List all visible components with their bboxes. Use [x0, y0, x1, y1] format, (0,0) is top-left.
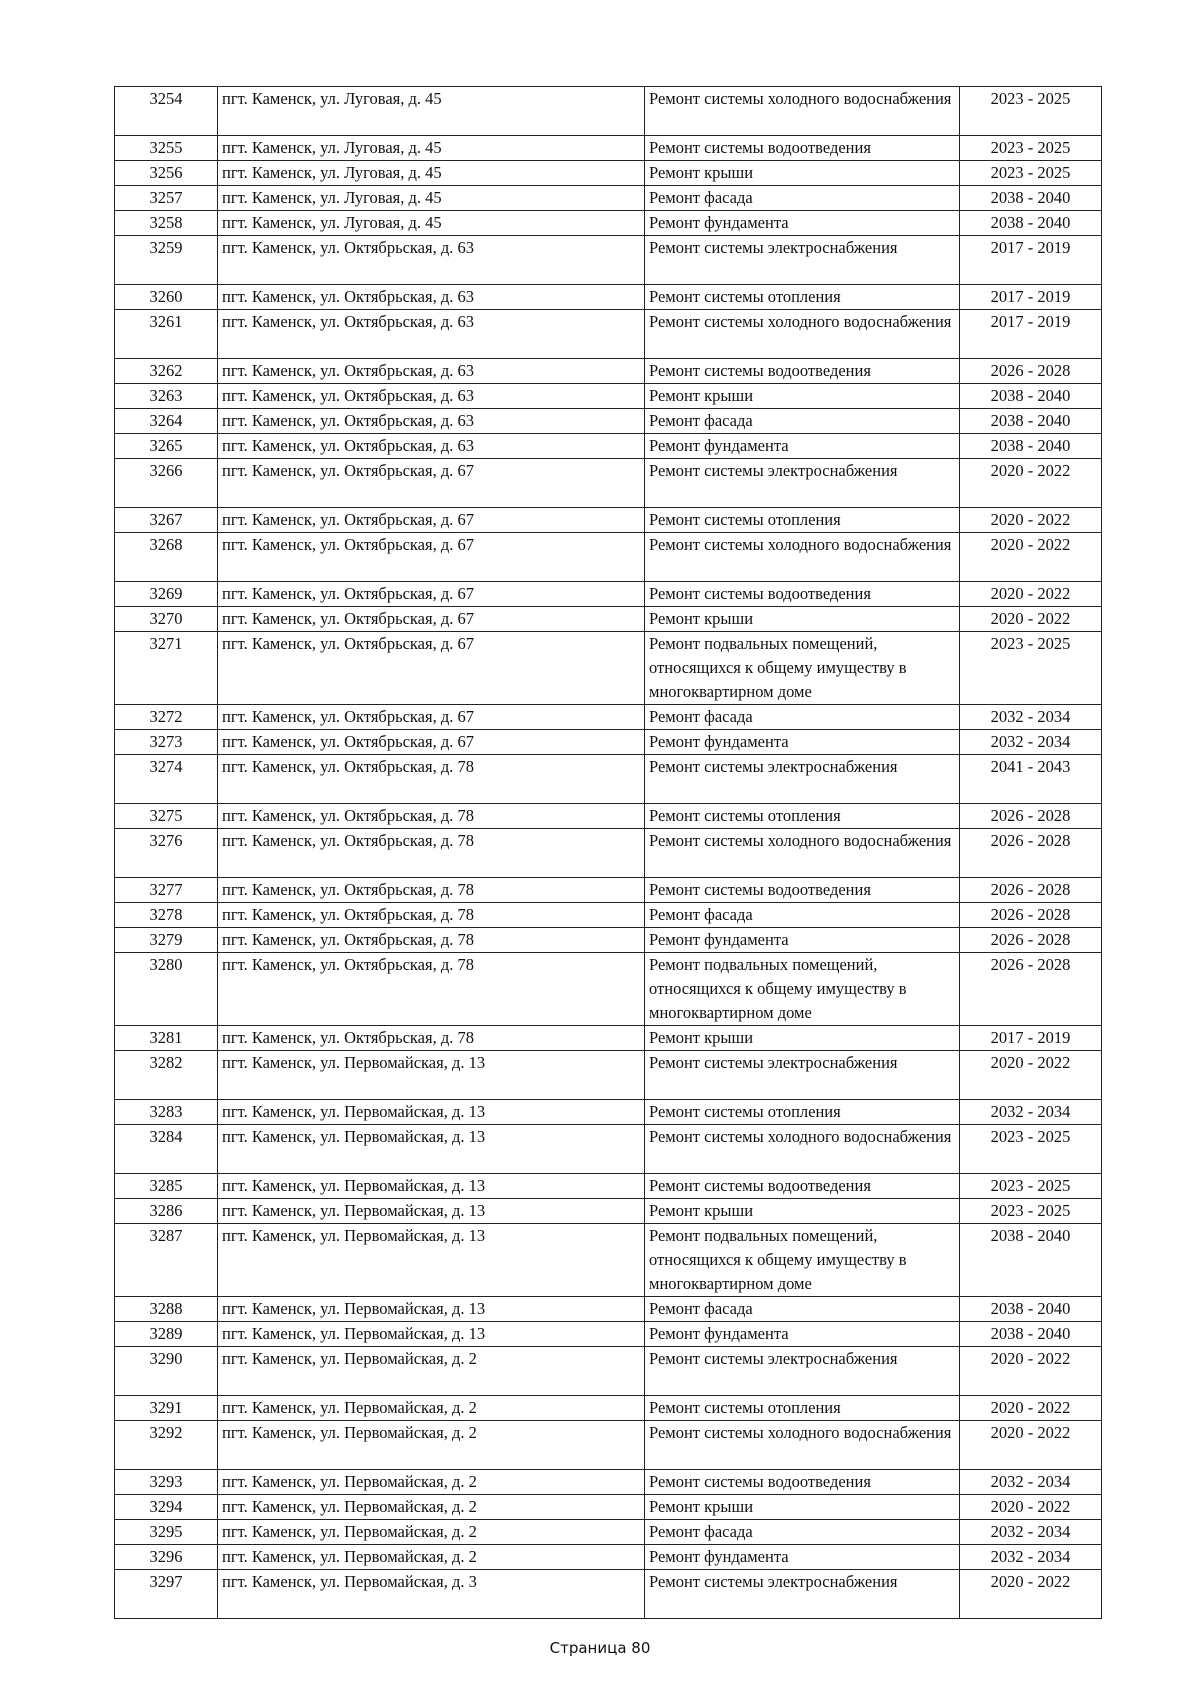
row-work-type: Ремонт системы водоотведения: [645, 582, 960, 607]
row-work-type: Ремонт системы холодного водоснабжения: [645, 1421, 960, 1470]
row-period: 2026 - 2028: [960, 878, 1102, 903]
table-row: [115, 1199, 1102, 1224]
row-address: пгт. Каменск, ул. Первомайская, д. 2: [218, 1520, 645, 1545]
table-row: [115, 1421, 1102, 1470]
row-period: 2038 - 2040: [960, 211, 1102, 236]
row-number: 3279: [115, 928, 218, 953]
row-work-type: Ремонт системы холодного водоснабжения: [645, 310, 960, 359]
row-work-type: Ремонт фундамента: [645, 1545, 960, 1570]
row-number: 3271: [115, 632, 218, 705]
row-number: 3283: [115, 1100, 218, 1125]
table-row: [115, 359, 1102, 384]
row-work-type: Ремонт крыши: [645, 384, 960, 409]
row-number: 3290: [115, 1347, 218, 1396]
row-number: 3277: [115, 878, 218, 903]
row-number: 3274: [115, 755, 218, 804]
row-period: 2020 - 2022: [960, 1396, 1102, 1421]
row-number: 3258: [115, 211, 218, 236]
row-address: пгт. Каменск, ул. Октябрьская, д. 67: [218, 632, 645, 705]
row-number: 3263: [115, 384, 218, 409]
table-row: [115, 1322, 1102, 1347]
row-period: 2038 - 2040: [960, 1322, 1102, 1347]
row-period: 2038 - 2040: [960, 434, 1102, 459]
row-address: пгт. Каменск, ул. Октябрьская, д. 78: [218, 928, 645, 953]
row-work-type: Ремонт системы холодного водоснабжения: [645, 533, 960, 582]
row-period: 2041 - 2043: [960, 755, 1102, 804]
row-address: пгт. Каменск, ул. Октябрьская, д. 67: [218, 533, 645, 582]
table-row: [115, 582, 1102, 607]
table-body: [115, 87, 1102, 1619]
row-address: пгт. Каменск, ул. Октябрьская, д. 63: [218, 384, 645, 409]
table-row: [115, 730, 1102, 755]
row-number: 3289: [115, 1322, 218, 1347]
row-period: 2020 - 2022: [960, 508, 1102, 533]
row-work-type: Ремонт фасада: [645, 1297, 960, 1322]
row-number: 3276: [115, 829, 218, 878]
row-number: 3297: [115, 1570, 218, 1619]
row-period: 2023 - 2025: [960, 1199, 1102, 1224]
row-work-type: Ремонт системы водоотведения: [645, 1174, 960, 1199]
row-address: пгт. Каменск, ул. Октябрьская, д. 67: [218, 508, 645, 533]
row-period: 2017 - 2019: [960, 285, 1102, 310]
row-work-type: Ремонт фасада: [645, 705, 960, 730]
row-address: пгт. Каменск, ул. Октябрьская, д. 78: [218, 829, 645, 878]
row-work-type: Ремонт фундамента: [645, 434, 960, 459]
table-row: [115, 1051, 1102, 1100]
row-period: 2020 - 2022: [960, 1421, 1102, 1470]
row-number: 3291: [115, 1396, 218, 1421]
row-address: пгт. Каменск, ул. Октябрьская, д. 78: [218, 755, 645, 804]
table-row: [115, 136, 1102, 161]
row-address: пгт. Каменск, ул. Октябрьская, д. 78: [218, 1026, 645, 1051]
row-address: пгт. Каменск, ул. Первомайская, д. 2: [218, 1347, 645, 1396]
row-address: пгт. Каменск, ул. Октябрьская, д. 78: [218, 878, 645, 903]
table-row: [115, 903, 1102, 928]
row-address: пгт. Каменск, ул. Октябрьская, д. 67: [218, 582, 645, 607]
table-row: [115, 310, 1102, 359]
table-row: [115, 236, 1102, 285]
row-work-type: Ремонт фундамента: [645, 211, 960, 236]
table-row: [115, 705, 1102, 730]
row-number: 3266: [115, 459, 218, 508]
table-row: [115, 508, 1102, 533]
row-period: 2023 - 2025: [960, 1174, 1102, 1199]
row-work-type: Ремонт системы электроснабжения: [645, 236, 960, 285]
row-work-type: Ремонт подвальных помещений, относящихся к общему имуществу в многоквартирном доме: [645, 632, 960, 705]
table-row: [115, 607, 1102, 632]
table-row: [115, 1174, 1102, 1199]
row-period: 2026 - 2028: [960, 928, 1102, 953]
row-number: 3288: [115, 1297, 218, 1322]
row-work-type: Ремонт системы электроснабжения: [645, 1051, 960, 1100]
row-work-type: Ремонт фасада: [645, 903, 960, 928]
row-period: 2020 - 2022: [960, 459, 1102, 508]
row-period: 2038 - 2040: [960, 409, 1102, 434]
row-address: пгт. Каменск, ул. Первомайская, д. 13: [218, 1174, 645, 1199]
row-number: 3280: [115, 953, 218, 1026]
row-address: пгт. Каменск, ул. Луговая, д. 45: [218, 211, 645, 236]
row-number: 3272: [115, 705, 218, 730]
row-number: 3286: [115, 1199, 218, 1224]
row-work-type: Ремонт фасада: [645, 409, 960, 434]
row-period: 2038 - 2040: [960, 384, 1102, 409]
row-work-type: Ремонт системы электроснабжения: [645, 1570, 960, 1619]
row-address: пгт. Каменск, ул. Первомайская, д. 13: [218, 1322, 645, 1347]
row-work-type: Ремонт системы водоотведения: [645, 359, 960, 384]
row-work-type: Ремонт системы отопления: [645, 285, 960, 310]
row-address: пгт. Каменск, ул. Первомайская, д. 13: [218, 1199, 645, 1224]
row-period: 2038 - 2040: [960, 186, 1102, 211]
row-period: 2026 - 2028: [960, 903, 1102, 928]
row-number: 3262: [115, 359, 218, 384]
table-row: [115, 1125, 1102, 1174]
row-number: 3261: [115, 310, 218, 359]
row-address: пгт. Каменск, ул. Октябрьская, д. 67: [218, 730, 645, 755]
table-row: [115, 409, 1102, 434]
row-work-type: Ремонт крыши: [645, 1026, 960, 1051]
row-work-type: Ремонт системы водоотведения: [645, 136, 960, 161]
row-period: 2032 - 2034: [960, 1470, 1102, 1495]
row-number: 3265: [115, 434, 218, 459]
table-row: [115, 953, 1102, 1026]
table-row: [115, 632, 1102, 705]
row-number: 3269: [115, 582, 218, 607]
row-work-type: Ремонт крыши: [645, 1199, 960, 1224]
row-work-type: Ремонт крыши: [645, 1495, 960, 1520]
table-row: [115, 804, 1102, 829]
row-number: 3255: [115, 136, 218, 161]
row-work-type: Ремонт фасада: [645, 1520, 960, 1545]
table-row: [115, 87, 1102, 136]
row-address: пгт. Каменск, ул. Октябрьская, д. 63: [218, 285, 645, 310]
row-address: пгт. Каменск, ул. Октябрьская, д. 63: [218, 359, 645, 384]
table-row: [115, 533, 1102, 582]
row-period: 2026 - 2028: [960, 829, 1102, 878]
row-period: 2023 - 2025: [960, 87, 1102, 136]
row-number: 3287: [115, 1224, 218, 1297]
row-period: 2020 - 2022: [960, 533, 1102, 582]
row-address: пгт. Каменск, ул. Луговая, д. 45: [218, 161, 645, 186]
row-address: пгт. Каменск, ул. Первомайская, д. 13: [218, 1100, 645, 1125]
row-number: 3284: [115, 1125, 218, 1174]
page-number: Страница 80: [549, 1639, 651, 1657]
table-row: [115, 434, 1102, 459]
row-work-type: Ремонт крыши: [645, 607, 960, 632]
row-work-type: Ремонт системы отопления: [645, 804, 960, 829]
row-work-type: Ремонт фундамента: [645, 1322, 960, 1347]
row-period: 2026 - 2028: [960, 359, 1102, 384]
row-number: 3254: [115, 87, 218, 136]
row-work-type: Ремонт фундамента: [645, 730, 960, 755]
row-work-type: Ремонт системы водоотведения: [645, 878, 960, 903]
table-row: [115, 878, 1102, 903]
row-period: 2020 - 2022: [960, 582, 1102, 607]
row-period: 2020 - 2022: [960, 1347, 1102, 1396]
table-row: [115, 285, 1102, 310]
table-row: [115, 384, 1102, 409]
row-period: 2017 - 2019: [960, 1026, 1102, 1051]
row-address: пгт. Каменск, ул. Октябрьская, д. 78: [218, 953, 645, 1026]
row-period: 2023 - 2025: [960, 1125, 1102, 1174]
row-work-type: Ремонт системы отопления: [645, 1396, 960, 1421]
row-address: пгт. Каменск, ул. Луговая, д. 45: [218, 136, 645, 161]
row-number: 3257: [115, 186, 218, 211]
row-work-type: Ремонт системы электроснабжения: [645, 459, 960, 508]
row-number: 3294: [115, 1495, 218, 1520]
row-number: 3281: [115, 1026, 218, 1051]
row-address: пгт. Каменск, ул. Первомайская, д. 2: [218, 1545, 645, 1570]
row-work-type: Ремонт системы холодного водоснабжения: [645, 829, 960, 878]
table-row: [115, 1545, 1102, 1570]
row-address: пгт. Каменск, ул. Луговая, д. 45: [218, 87, 645, 136]
row-work-type: Ремонт системы холодного водоснабжения: [645, 87, 960, 136]
row-address: пгт. Каменск, ул. Первомайская, д. 3: [218, 1570, 645, 1619]
row-number: 3256: [115, 161, 218, 186]
row-address: пгт. Каменск, ул. Октябрьская, д. 63: [218, 310, 645, 359]
row-work-type: Ремонт фундамента: [645, 928, 960, 953]
row-period: 2026 - 2028: [960, 804, 1102, 829]
row-address: пгт. Каменск, ул. Октябрьская, д. 78: [218, 903, 645, 928]
row-address: пгт. Каменск, ул. Луговая, д. 45: [218, 186, 645, 211]
table-row: [115, 1495, 1102, 1520]
row-period: 2026 - 2028: [960, 953, 1102, 1026]
row-work-type: Ремонт системы отопления: [645, 1100, 960, 1125]
row-address: пгт. Каменск, ул. Первомайская, д. 13: [218, 1051, 645, 1100]
row-address: пгт. Каменск, ул. Первомайская, д. 13: [218, 1125, 645, 1174]
row-address: пгт. Каменск, ул. Октябрьская, д. 63: [218, 409, 645, 434]
row-period: 2020 - 2022: [960, 1051, 1102, 1100]
row-work-type: Ремонт крыши: [645, 161, 960, 186]
row-number: 3293: [115, 1470, 218, 1495]
table-row: [115, 829, 1102, 878]
table-row: [115, 1026, 1102, 1051]
row-number: 3264: [115, 409, 218, 434]
row-number: 3278: [115, 903, 218, 928]
table-row: [115, 161, 1102, 186]
table-row: [115, 211, 1102, 236]
table-row: [115, 1396, 1102, 1421]
table-row: [115, 1520, 1102, 1545]
row-work-type: Ремонт подвальных помещений, относящихся к общему имуществу в многоквартирном доме: [645, 953, 960, 1026]
row-address: пгт. Каменск, ул. Октябрьская, д. 63: [218, 434, 645, 459]
table-row: [115, 1570, 1102, 1619]
row-period: 2023 - 2025: [960, 161, 1102, 186]
row-number: 3270: [115, 607, 218, 632]
row-period: 2038 - 2040: [960, 1297, 1102, 1322]
row-work-type: Ремонт системы электроснабжения: [645, 755, 960, 804]
row-work-type: Ремонт фасада: [645, 186, 960, 211]
row-number: 3285: [115, 1174, 218, 1199]
row-period: 2032 - 2034: [960, 1545, 1102, 1570]
table-row: [115, 1347, 1102, 1396]
row-period: 2020 - 2022: [960, 1495, 1102, 1520]
row-number: 3267: [115, 508, 218, 533]
row-period: 2017 - 2019: [960, 236, 1102, 285]
row-number: 3292: [115, 1421, 218, 1470]
row-period: 2020 - 2022: [960, 607, 1102, 632]
row-period: 2032 - 2034: [960, 1520, 1102, 1545]
row-address: пгт. Каменск, ул. Первомайская, д. 13: [218, 1297, 645, 1322]
table-row: [115, 1470, 1102, 1495]
table-row: [115, 1100, 1102, 1125]
row-work-type: Ремонт системы отопления: [645, 508, 960, 533]
row-period: 2017 - 2019: [960, 310, 1102, 359]
row-number: 3296: [115, 1545, 218, 1570]
row-period: 2038 - 2040: [960, 1224, 1102, 1297]
table-row: [115, 1297, 1102, 1322]
row-number: 3275: [115, 804, 218, 829]
row-number: 3273: [115, 730, 218, 755]
table-row: [115, 186, 1102, 211]
row-number: 3268: [115, 533, 218, 582]
row-address: пгт. Каменск, ул. Первомайская, д. 13: [218, 1224, 645, 1297]
row-address: пгт. Каменск, ул. Октябрьская, д. 63: [218, 236, 645, 285]
row-number: 3259: [115, 236, 218, 285]
row-period: 2023 - 2025: [960, 136, 1102, 161]
row-period: 2020 - 2022: [960, 1570, 1102, 1619]
row-period: 2023 - 2025: [960, 632, 1102, 705]
row-work-type: Ремонт системы водоотведения: [645, 1470, 960, 1495]
row-period: 2032 - 2034: [960, 730, 1102, 755]
table-row: [115, 928, 1102, 953]
row-address: пгт. Каменск, ул. Октябрьская, д. 67: [218, 607, 645, 632]
row-period: 2032 - 2034: [960, 1100, 1102, 1125]
row-address: пгт. Каменск, ул. Октябрьская, д. 78: [218, 804, 645, 829]
row-address: пгт. Каменск, ул. Октябрьская, д. 67: [218, 705, 645, 730]
row-address: пгт. Каменск, ул. Первомайская, д. 2: [218, 1421, 645, 1470]
repair-schedule-table: [114, 86, 1102, 1619]
row-number: 3295: [115, 1520, 218, 1545]
row-work-type: Ремонт подвальных помещений, относящихся к общему имуществу в многоквартирном доме: [645, 1224, 960, 1297]
table-row: [115, 1224, 1102, 1297]
row-address: пгт. Каменск, ул. Первомайская, д. 2: [218, 1495, 645, 1520]
row-number: 3260: [115, 285, 218, 310]
table-row: [115, 755, 1102, 804]
table-row: [115, 459, 1102, 508]
row-work-type: Ремонт системы холодного водоснабжения: [645, 1125, 960, 1174]
row-number: 3282: [115, 1051, 218, 1100]
row-work-type: Ремонт системы электроснабжения: [645, 1347, 960, 1396]
row-address: пгт. Каменск, ул. Первомайская, д. 2: [218, 1396, 645, 1421]
row-period: 2032 - 2034: [960, 705, 1102, 730]
row-address: пгт. Каменск, ул. Первомайская, д. 2: [218, 1470, 645, 1495]
row-address: пгт. Каменск, ул. Октябрьская, д. 67: [218, 459, 645, 508]
